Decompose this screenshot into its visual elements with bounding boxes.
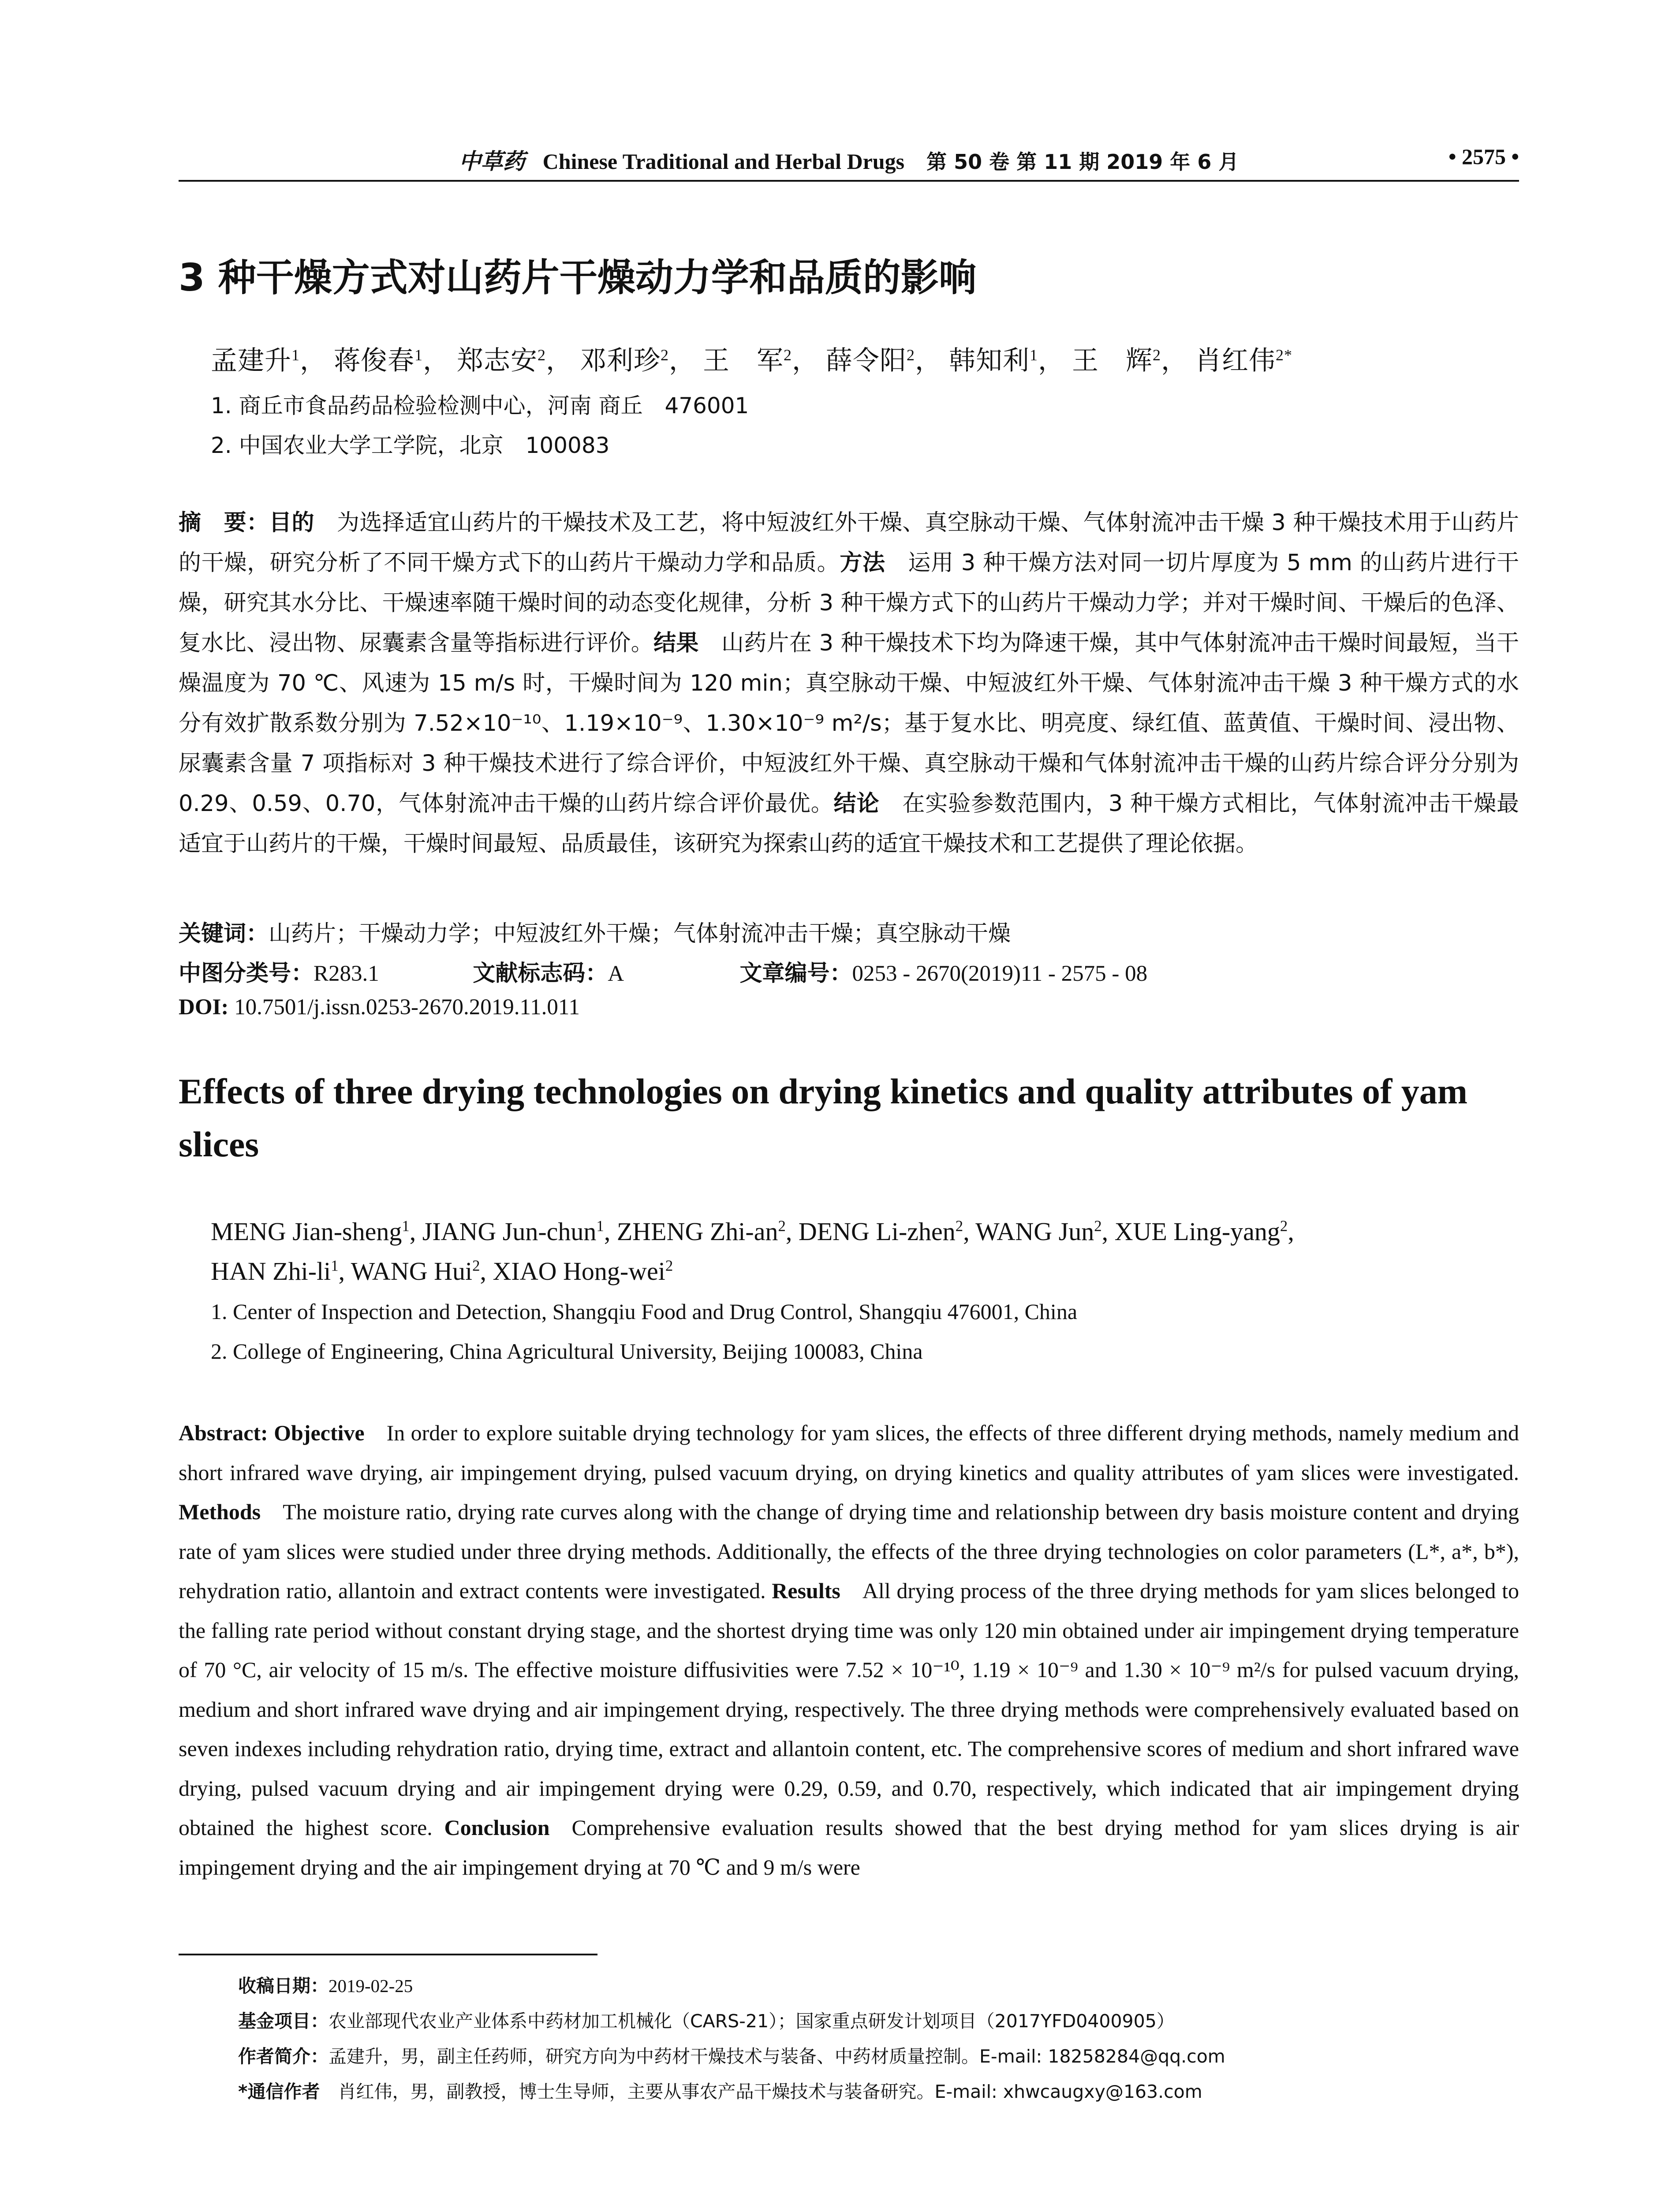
running-header	[179, 140, 1519, 182]
abstract-en	[179, 1413, 1519, 1887]
author-cn: 薛令阳$^2$	[826, 346, 915, 375]
doi-value[interactable]: 10.7501/j.issn.0253-2670.2019.11.011	[234, 995, 580, 1020]
corresponding-text: 肖红伟，男，副教授，博士生导师，主要从事农产品干燥技术与装备研究。E-mail: xhwcaugxy@163.com	[338, 2081, 1202, 2102]
journal-issue: 第 50 卷 第 11 期 2019 年 6 月	[926, 150, 1239, 174]
conclusion-label: 结论	[833, 791, 880, 817]
journal-name: Chinese Traditional and Herbal Drugs	[542, 149, 905, 174]
doc-code-value: A	[608, 961, 624, 986]
doi-label: DOI:	[179, 995, 229, 1020]
conclusion-en-text: Comprehensive evaluation results showed that the best drying method for yam slices drying is air impingement drying and the air impingement drying at 70 ℃ and 9 m/s were	[179, 1815, 1519, 1880]
author-en: DENG Li-zhen$^2$	[798, 1217, 963, 1246]
objective-en-label: Objective	[274, 1420, 365, 1445]
affiliation-en-2: 2. College of Engineering, China Agricultural University, Beijing 100083, China	[211, 1339, 923, 1364]
clc-label: 中图分类号：	[179, 960, 314, 987]
footnote-fund	[238, 2007, 1175, 2033]
author-en: XIAO Hong-wei$^2$	[493, 1257, 673, 1286]
authors-en	[211, 1212, 1512, 1291]
title-cn: 3 种干燥方式对山药片干燥动力学和品质的影响	[179, 256, 977, 300]
conclusion-text: 在实验参数范围内，3 种干燥方式相比，气体射流冲击干燥最适宜于山药片的干燥，干燥时间最短、品质最佳，该研究为探索山药的适宜干燥技术和工艺提供了理论依据。	[179, 791, 1519, 857]
authors-cn: 孟建升$^1$， 蒋俊春$^1$， 郑志安$^2$， 邓利珍$^2$， 王 军$^2$， 薛令阳$^2$， 韩知利$^1$， 王 辉$^2$， 肖红伟$^{2*}$	[211, 346, 1292, 375]
author-en: WANG Hui$^2$	[351, 1257, 480, 1286]
title-en: Effects of three drying technologies on drying kinetics and quality attributes of yam slices	[179, 1071, 1468, 1164]
doi-line	[179, 994, 580, 1020]
footnote-author	[238, 2042, 1225, 2068]
author-cn: 王 辉$^2$	[1072, 346, 1161, 375]
keywords-text: 山药片；干燥动力学；中短波红外干燥；气体射流冲击干燥；真空脉动干燥	[269, 921, 1011, 947]
keywords-cn	[179, 915, 1011, 948]
footnote-corresponding	[238, 2077, 1202, 2103]
article-number-label: 文章编号：	[739, 960, 852, 987]
fund-label: 基金项目：	[238, 2011, 329, 2032]
author-en: MENG Jian-sheng$^1$	[211, 1217, 410, 1246]
clc-value: R283.1	[314, 961, 379, 986]
conclusion-en-label: Conclusion	[444, 1815, 550, 1840]
author-cn: 邓利珍$^2$	[580, 346, 669, 375]
results-label: 结果	[653, 630, 699, 656]
methods-en-label: Methods	[179, 1499, 261, 1524]
page-number: • 2575 •	[1448, 144, 1519, 169]
author-en: ZHENG Zhi-$an^2$	[616, 1217, 786, 1246]
journal-logo: 中草药	[459, 148, 525, 174]
methods-en-text: The moisture ratio, drying rate curves along with the change of drying time and relationship between dry basis moisture content and drying rate of yam slices were studied under three drying methods. Additionally, the effects of the three drying technologies on color parameters (L*, a*, b*), rehydration ratio, allantoin and extract contents were investigated.	[179, 1499, 1519, 1603]
affiliation-en-1: 1. Center of Inspection and Detection, Shangqiu Food and Drug Control, Shangqiu 476001, China	[211, 1299, 1078, 1324]
author-en: XUE Ling-yang$^2$	[1114, 1217, 1288, 1246]
authors-en-line-1: MENG Jian-sheng$^1$, JIANG Jun-chun$^1$, ZHENG Zhi-$an^2$, DENG Li-zhen$^2$, WANG Jun$^2$, XUE Ling-yang$^2$,	[211, 1217, 1294, 1246]
abstract-en-label: Abstract:	[179, 1420, 268, 1445]
author-cn: 蒋俊春$^1$	[334, 346, 423, 375]
affiliation-cn-1: 1. 商丘市食品药品检验检测中心，河南 商丘 476001	[211, 393, 749, 419]
author-en: HAN Zhi-$li^1$	[211, 1257, 339, 1286]
methods-label: 方法	[840, 550, 885, 576]
fund-text: 农业部现代农业产业体系中药材加工机械化（CARS-21）；国家重点研发计划项目（2017YFD0400905）	[329, 2011, 1175, 2032]
abstract-cn-label: 摘 要：	[179, 510, 269, 536]
results-en-text: All drying process of the three drying methods for yam slices belonged to the falling rate period without constant drying stage, and the shortest drying time was only 120 min obtained under air impingement drying temperature of 70 °C, air velocity of 15 m/s. The effective moisture diffusivities were 7.52 × 10⁻¹⁰, 1.19 × 10⁻⁹ and 1.30 × 10⁻⁹ m²/s for pulsed vacuum drying, medium and short infrared wave drying and air impingement drying, respectively. The three drying methods were comprehensively evaluated based on seven indexes including rehydration ratio, drying time, extract and allantoin content, etc. The comprehensive scores of medium and short infrared wave drying, pulsed vacuum drying and air impingement drying were 0.29, 0.59, and 0.70, respectively, which indicated that air impingement drying obtained the highest score.	[179, 1578, 1519, 1840]
objective-en-text: In order to explore suitable drying technology for yam slices, the effects of three different drying methods, namely medium and short infrared wave drying, air impingement drying, pulsed vacuum drying, on drying kinetics and quality attributes of yam slices were investigated.	[179, 1420, 1519, 1485]
author-bio-label: 作者简介：	[238, 2046, 329, 2067]
classification-line	[179, 955, 1147, 987]
author-cn: 韩知利$^1$	[949, 346, 1038, 375]
author-cn: 肖红伟$^{2*}$	[1195, 346, 1292, 375]
footnote-rule	[179, 1954, 597, 1955]
methods-text: 运用 3 种干燥方法对同一切片厚度为 5 mm 的山药片进行干燥，研究其水分比、干燥速率随干燥时间的动态变化规律，分析 3 种干燥方式下的山药片干燥动力学；并对干燥时间、干燥后的色泽、复水比、浸出物、尿囊素含量等指标进行评价。	[179, 550, 1519, 656]
affiliation-cn-2: 2. 中国农业大学工学院，北京 100083	[211, 433, 610, 458]
doc-code-label: 文献标志码：	[473, 960, 608, 987]
footnote-received	[238, 1971, 413, 1997]
received-label: 收稿日期：	[238, 1975, 329, 1996]
objective-label: 目的	[269, 510, 314, 536]
results-text: 山药片在 3 种干燥技术下均为降速干燥，其中气体射流冲击干燥时间最短，当干燥温度为 70 ℃、风速为 15 m/s 时，干燥时间为 120 min；真空脉动干燥、中短波红外干燥、气体射流冲击干燥 3 种干燥方式的水分有效扩散系数分别为 7.52×10⁻¹⁰、1.19×10⁻⁹、1.30×10⁻⁹ m²/s；基于复水比、明亮度、绿红值、蓝黄值、干燥时间、浸出物、尿囊素含量 7 项指标对 3 种干燥技术进行了综合评价，中短波红外干燥、真空脉动干燥和气体射流冲击干燥的山药片综合评分分别为 0.29、0.59、0.70，气体射流冲击干燥的山药片综合评价最优。	[179, 630, 1519, 817]
results-en-label: Results	[772, 1578, 840, 1603]
objective-text: 为选择适宜山药片的干燥技术及工艺，将中短波红外干燥、真空脉动干燥、气体射流冲击干燥 3 种干燥技术用于山药片的干燥，研究分析了不同干燥方式下的山药片干燥动力学和品质。	[179, 510, 1519, 576]
keywords-label: 关键词：	[179, 921, 269, 947]
corresponding-label: *通信作者	[238, 2081, 320, 2102]
author-en: JIANG Jun-chun$^1$	[422, 1217, 604, 1246]
article-number-value: 0253 - 2670(2019)11 - 2575 - 08	[852, 961, 1148, 986]
abstract-cn	[179, 503, 1519, 864]
author-cn: 孟建升$^1$	[211, 346, 300, 375]
author-bio-text: 孟建升，男，副主任药师，研究方向为中药材干燥技术与装备、中药材质量控制。E-mail: 18258284@qq.com	[329, 2046, 1225, 2067]
author-en: WANG Jun$^2$	[975, 1217, 1102, 1246]
author-cn: 郑志安$^2$	[457, 346, 546, 375]
author-cn: 王 军$^2$	[703, 346, 792, 375]
authors-en-line-2: HAN Zhi-$li^1$, WANG Hui$^2$, XIAO Hong-wei$^2$	[211, 1257, 673, 1286]
header-center	[179, 144, 1519, 176]
received-date: 2019-02-25	[329, 1976, 413, 1996]
